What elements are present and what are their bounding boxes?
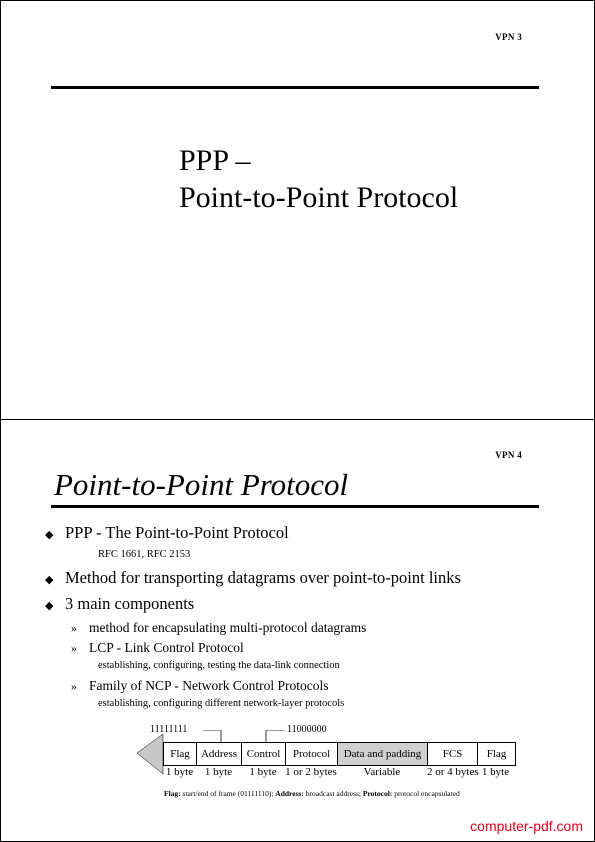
sub-bullet-item: » method for encapsulating multi-protocol datagrams: [71, 620, 367, 635]
sub-bullet-subtext: establishing, configuring, testing the data-link connection: [98, 660, 340, 671]
frame-field: Flag: [164, 743, 197, 765]
sub-bullet-item: » Family of NCP - Network Control Protocols: [71, 678, 329, 693]
chevron-bullet-icon: »: [71, 641, 77, 655]
chevron-bullet-icon: »: [71, 679, 77, 693]
slide-vpn-4: [0, 420, 595, 842]
frame-caption: Flag: start/end of frame (01111110); Address: broadcast address; Protocol: protocol encapsulated: [164, 789, 460, 798]
field-size: Variable: [363, 766, 401, 778]
diamond-bullet-icon: ◆: [45, 600, 54, 612]
field-size: 1 byte: [204, 766, 233, 778]
frame-field: Flag: [486, 748, 507, 760]
slide-title: [179, 142, 458, 216]
bullet-item: ◆ 3 main components: [45, 594, 565, 616]
sub-bullet-subtext: establishing, configuring different network-layer protocols: [98, 698, 345, 709]
arrow-icon: [137, 734, 163, 774]
frame-fields: [163, 742, 516, 766]
title-line-1: PPP –: [179, 144, 251, 177]
field-size: 1 or 2 bytes: [285, 766, 337, 778]
caption-protocol-label: Protocol:: [362, 789, 393, 798]
page-label: VPN 4: [495, 450, 522, 460]
frame-field: Address: [197, 743, 242, 765]
bullet-item: ◆ PPP - The Point-to-Point Protocol: [45, 523, 565, 545]
field-size: 2 or 4 bytes: [427, 766, 479, 778]
bullet-list: [45, 523, 565, 716]
chevron-bullet-icon: »: [71, 621, 77, 635]
sub-bullet-item: » LCP - Link Control Protocol: [71, 640, 244, 655]
bullet-item: ◆ Method for transporting datagrams over point-to-point links: [45, 568, 565, 590]
title-rule: [51, 86, 539, 89]
control-bits-label: 11000000: [287, 724, 327, 735]
page-label: VPN 3: [495, 32, 522, 42]
frame-field-sizes: [163, 766, 514, 778]
title-rule: [51, 505, 539, 508]
title-line-2: Point-to-Point Protocol: [179, 181, 459, 214]
field-size: 1 byte: [165, 766, 194, 778]
slide-vpn-3: [0, 0, 595, 420]
field-size: 1 byte: [249, 766, 277, 778]
flag-bits-label: 11111111: [150, 724, 188, 735]
diamond-bullet-icon: ◆: [45, 574, 54, 586]
caption-address-label: Address:: [275, 789, 304, 798]
diamond-bullet-icon: ◆: [45, 529, 54, 541]
frame-field: FCS: [428, 743, 478, 765]
frame-field: Control: [242, 743, 286, 765]
frame-field: Protocol: [286, 743, 338, 765]
caption-flag-label: Flag:: [164, 789, 181, 798]
field-size: 1 byte: [481, 766, 510, 778]
slide-title: Point-to-Point Protocol: [54, 467, 349, 502]
frame-field: Data and padding: [338, 743, 428, 765]
bullet-subtext: RFC 1661, RFC 2153: [98, 549, 191, 560]
watermark-link[interactable]: computer-pdf.com: [470, 818, 583, 834]
